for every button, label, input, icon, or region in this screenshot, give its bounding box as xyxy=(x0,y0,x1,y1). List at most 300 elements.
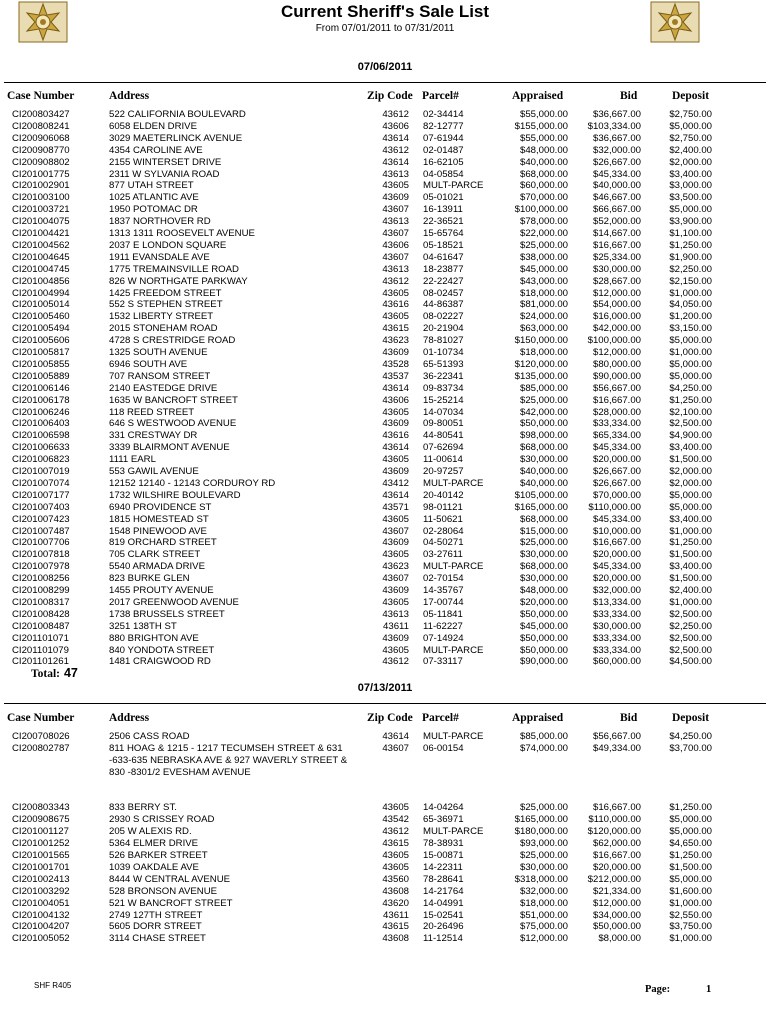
zip-code: 43542 xyxy=(382,814,409,826)
case-number: CI201008299 xyxy=(12,585,70,596)
bid-amount: $100,000.00 xyxy=(587,335,641,347)
deposit-amount: $3,400.00 xyxy=(669,442,712,454)
parcel-number: 14-07034 xyxy=(423,406,464,418)
parcel-number: 20-40142 xyxy=(423,489,464,501)
address: 1425 FREEDOM STREET xyxy=(109,287,222,299)
case-number: CI201006146 xyxy=(12,382,70,394)
deposit-amount: $2,400.00 xyxy=(669,585,712,596)
bid-amount: $45,334.00 xyxy=(592,513,641,525)
bid-amount: $54,000.00 xyxy=(592,299,641,311)
deposit-amount: $2,100.00 xyxy=(669,406,712,418)
parcel-number: 18-23877 xyxy=(423,263,464,275)
bid-amount: $26,667.00 xyxy=(592,466,641,477)
bid-amount: $26,667.00 xyxy=(592,477,641,489)
bid-amount: $20,000.00 xyxy=(592,573,641,585)
zip-code: 43606 xyxy=(382,394,409,406)
case-number: CI201005460 xyxy=(12,311,70,323)
appraised-value: $165,000.00 xyxy=(514,814,568,826)
bid-amount: $36,667.00 xyxy=(592,109,641,120)
address: 2015 STONEHAM ROAD xyxy=(109,323,218,335)
zip-code: 43609 xyxy=(382,466,409,477)
case-number: CI201004207 xyxy=(12,921,70,933)
parcel-number: 14-21764 xyxy=(423,885,464,897)
bid-amount: $20,000.00 xyxy=(592,454,641,466)
bid-amount: $16,667.00 xyxy=(592,850,641,861)
case-number: CI201007706 xyxy=(12,537,70,549)
parcel-number: 44-80541 xyxy=(423,430,464,442)
deposit-amount: $1,500.00 xyxy=(669,549,712,561)
appraised-value: $75,000.00 xyxy=(519,921,568,933)
case-number: CI201006823 xyxy=(12,454,70,466)
appraised-value: $155,000.00 xyxy=(514,120,568,132)
address: 705 CLARK STREET xyxy=(109,549,201,561)
address: 1815 HOMESTEAD ST xyxy=(109,513,209,525)
parcel-number: 01-10734 xyxy=(423,347,464,358)
case-number: CI201005052 xyxy=(12,933,70,945)
case-number: CI201007487 xyxy=(12,525,70,537)
appraised-value: $18,000.00 xyxy=(519,287,568,299)
appraised-value: $120,000.00 xyxy=(514,358,568,370)
bid-amount: $70,000.00 xyxy=(592,489,641,501)
appraised-value: $30,000.00 xyxy=(519,549,568,561)
bid-amount: $26,667.00 xyxy=(592,156,641,168)
address: 331 CRESTWAY DR xyxy=(109,430,198,442)
appraised-value: $150,000.00 xyxy=(514,335,568,347)
zip-code: 43609 xyxy=(382,347,409,358)
parcel-number: 02-70154 xyxy=(423,573,464,585)
parcel-number: 09-83734 xyxy=(423,382,464,394)
appraised-value: $68,000.00 xyxy=(519,168,568,180)
deposit-amount: $5,000.00 xyxy=(669,358,712,370)
column-header-zip: Zip Code xyxy=(367,712,413,724)
deposit-amount: $1,000.00 xyxy=(669,897,712,909)
parcel-number: 14-35767 xyxy=(423,585,464,596)
case-number: CI201002413 xyxy=(12,873,70,885)
parcel-number: 04-61647 xyxy=(423,251,464,263)
bid-amount: $13,334.00 xyxy=(592,596,641,608)
zip-code: 43609 xyxy=(382,192,409,204)
parcel-number: 02-34414 xyxy=(423,109,464,120)
address: 4728 S CRESTRIDGE ROAD xyxy=(109,335,236,347)
address: 521 W BANCROFT STREET xyxy=(109,897,233,909)
zip-code: 43528 xyxy=(382,358,409,370)
bid-amount: $90,000.00 xyxy=(592,370,641,382)
column-header-appraised: Appraised xyxy=(512,712,564,724)
zip-code: 43605 xyxy=(382,287,409,299)
case-number: CI201004745 xyxy=(12,263,70,275)
case-number: CI201007978 xyxy=(12,561,70,573)
case-number: CI201101079 xyxy=(12,644,69,656)
zip-code: 43605 xyxy=(382,644,409,656)
parcel-number: 07-62694 xyxy=(423,442,464,454)
deposit-amount: $1,000.00 xyxy=(669,525,712,537)
bid-amount: $16,667.00 xyxy=(592,394,641,406)
case-number: CI201101071 xyxy=(12,632,69,644)
case-number: CI201004132 xyxy=(12,909,70,921)
bid-amount: $46,667.00 xyxy=(592,192,641,204)
appraised-value: $25,000.00 xyxy=(519,802,568,814)
deposit-amount: $2,500.00 xyxy=(669,644,712,656)
parcel-number: MULT-PARCE xyxy=(423,644,484,656)
bid-amount: $21,334.00 xyxy=(592,885,641,897)
bid-amount: $20,000.00 xyxy=(592,861,641,873)
case-number: CI200906068 xyxy=(12,132,70,144)
parcel-number: 65-51393 xyxy=(423,358,464,370)
address: 2140 EASTEDGE DRIVE xyxy=(109,382,218,394)
deposit-amount: $1,250.00 xyxy=(669,850,712,861)
deposit-amount: $1,000.00 xyxy=(669,287,712,299)
deposit-amount: $3,400.00 xyxy=(669,513,712,525)
parcel-number: 17-00744 xyxy=(423,596,464,608)
parcel-number: 20-26496 xyxy=(423,921,464,933)
address: 205 W ALEXIS RD. xyxy=(109,826,192,838)
column-header-parcel: Parcel# xyxy=(422,712,459,724)
parcel-number: MULT-PARCE xyxy=(423,477,484,489)
case-number: CI201008317 xyxy=(12,596,70,608)
deposit-amount: $2,400.00 xyxy=(669,144,712,156)
zip-code: 43616 xyxy=(382,430,409,442)
case-number: CI201005494 xyxy=(12,323,70,335)
parcel-number: 14-22311 xyxy=(423,861,463,873)
address: 2930 S CRISSEY ROAD xyxy=(109,814,215,826)
section-date: 07/06/2011 xyxy=(357,61,413,73)
report-date-range: From 07/01/2011 to 07/31/2011 xyxy=(315,23,455,34)
parcel-number: 78-81027 xyxy=(423,335,464,347)
bid-amount: $65,334.00 xyxy=(592,430,641,442)
address: 1481 CRAIGWOOD RD xyxy=(109,656,211,668)
bid-amount: $16,667.00 xyxy=(592,802,641,814)
deposit-amount: $1,250.00 xyxy=(669,802,712,814)
appraised-value: $50,000.00 xyxy=(519,644,568,656)
zip-code: 43605 xyxy=(382,850,409,861)
parcel-number: 06-00154 xyxy=(423,742,464,754)
column-header-deposit: Deposit xyxy=(672,712,710,724)
divider xyxy=(4,82,766,83)
parcel-number: 11-12514 xyxy=(423,933,463,945)
appraised-value: $60,000.00 xyxy=(519,180,568,192)
parcel-number: 20-21904 xyxy=(423,323,464,335)
appraised-value: $85,000.00 xyxy=(519,382,568,394)
address: 1950 POTOMAC DR xyxy=(109,204,198,216)
address: 826 W NORTHGATE PARKWAY xyxy=(109,275,248,287)
zip-code: 43609 xyxy=(382,537,409,549)
bid-amount: $45,334.00 xyxy=(592,561,641,573)
address: 646 S WESTWOOD AVENUE xyxy=(109,418,237,430)
appraised-value: $42,000.00 xyxy=(519,406,568,418)
case-number: CI201001127 xyxy=(12,826,69,838)
column-header-bid: Bid xyxy=(620,90,638,102)
parcel-number: 05-18521 xyxy=(423,239,464,251)
case-number: CI201003721 xyxy=(12,204,70,216)
appraised-value: $30,000.00 xyxy=(519,861,568,873)
zip-code: 43605 xyxy=(382,180,409,192)
zip-code: 43620 xyxy=(382,897,409,909)
case-number: CI201007403 xyxy=(12,501,70,513)
case-number: CI201004075 xyxy=(12,216,70,228)
deposit-amount: $5,000.00 xyxy=(669,120,712,132)
case-number: CI201005817 xyxy=(12,347,70,358)
appraised-value: $30,000.00 xyxy=(519,573,568,585)
parcel-number: 22-22427 xyxy=(423,275,464,287)
address: 553 GAWIL AVENUE xyxy=(109,466,199,477)
address: 1325 SOUTH AVENUE xyxy=(109,347,208,358)
zip-code: 43605 xyxy=(382,549,409,561)
address: 1775 TREMAINSVILLE ROAD xyxy=(109,263,239,275)
bid-amount: $60,000.00 xyxy=(592,656,641,668)
section-total xyxy=(31,666,78,680)
case-number: CI201004645 xyxy=(12,251,70,263)
parcel-number: 02-01487 xyxy=(423,144,464,156)
case-number: CI201003100 xyxy=(12,192,70,204)
zip-code: 43612 xyxy=(382,656,409,668)
deposit-amount: $2,500.00 xyxy=(669,418,712,430)
case-number: CI201001565 xyxy=(12,850,70,861)
zip-code: 43623 xyxy=(382,561,409,573)
parcel-number: 04-05854 xyxy=(423,168,464,180)
parcel-number: 09-80051 xyxy=(423,418,464,430)
address: 707 RANSOM STREET xyxy=(109,370,211,382)
appraised-value: $50,000.00 xyxy=(519,418,568,430)
form-code: SHF R405 xyxy=(34,981,72,990)
bid-amount: $12,000.00 xyxy=(592,897,641,909)
deposit-amount: $1,000.00 xyxy=(669,347,712,358)
parcel-number: 07-61944 xyxy=(423,132,464,144)
address: 1111 EARL xyxy=(109,454,156,466)
zip-code: 43612 xyxy=(382,109,409,120)
deposit-amount: $5,000.00 xyxy=(669,501,712,513)
zip-code: 43605 xyxy=(382,454,409,466)
zip-code: 43607 xyxy=(382,742,409,754)
case-number: CI201006246 xyxy=(12,406,70,418)
zip-code: 43605 xyxy=(382,596,409,608)
deposit-amount: $3,000.00 xyxy=(669,180,712,192)
zip-code: 43615 xyxy=(382,323,409,335)
parcel-number: 08-02227 xyxy=(423,311,464,323)
deposit-amount: $1,250.00 xyxy=(669,394,712,406)
zip-code: 43612 xyxy=(382,275,409,287)
page-number: 1 xyxy=(706,984,712,995)
deposit-amount: $5,000.00 xyxy=(669,873,712,885)
case-number: CI201004562 xyxy=(12,239,70,251)
deposit-amount: $5,000.00 xyxy=(669,489,712,501)
case-number: CI201006178 xyxy=(12,394,70,406)
deposit-amount: $3,500.00 xyxy=(669,192,712,204)
deposit-amount: $3,150.00 xyxy=(669,323,712,335)
case-number: CI201001252 xyxy=(12,838,70,850)
column-header-case: Case Number xyxy=(7,90,75,102)
address: 833 BERRY ST. xyxy=(109,802,177,814)
address: 1548 PINEWOOD AVE xyxy=(109,525,207,537)
zip-code: 43412 xyxy=(382,477,409,489)
address: 1738 BRUSSELS STREET xyxy=(109,608,225,620)
parcel-number: 98-01121 xyxy=(423,501,463,513)
bid-amount: $50,000.00 xyxy=(592,921,641,933)
case-number: CI200803427 xyxy=(12,109,70,120)
address: 1837 NORTHOVER RD xyxy=(109,216,211,228)
zip-code: 43608 xyxy=(382,933,409,945)
zip-code: 43614 xyxy=(382,731,409,742)
appraised-value: $25,000.00 xyxy=(519,850,568,861)
appraised-value: $24,000.00 xyxy=(519,311,568,323)
deposit-amount: $3,400.00 xyxy=(669,561,712,573)
zip-code: 43607 xyxy=(382,228,409,239)
appraised-value: $50,000.00 xyxy=(519,632,568,644)
deposit-amount: $1,000.00 xyxy=(669,596,712,608)
zip-code: 43611 xyxy=(383,620,409,632)
address: 2749 127TH STREET xyxy=(109,909,203,921)
case-number: CI201008256 xyxy=(12,573,70,585)
deposit-amount: $1,250.00 xyxy=(669,239,712,251)
appraised-value: $93,000.00 xyxy=(519,838,568,850)
zip-code: 43609 xyxy=(382,418,409,430)
parcel-number: 65-36971 xyxy=(423,814,464,826)
appraised-value: $85,000.00 xyxy=(519,731,568,742)
bid-amount: $120,000.00 xyxy=(587,826,641,838)
parcel-number: 11-62227 xyxy=(423,620,463,632)
address: 1455 PROUTY AVENUE xyxy=(109,585,214,596)
case-number: CI201004994 xyxy=(12,287,70,299)
bid-amount: $56,667.00 xyxy=(592,382,641,394)
case-number: CI201001775 xyxy=(12,168,70,180)
case-number: CI201007423 xyxy=(12,513,70,525)
appraised-value: $68,000.00 xyxy=(519,561,568,573)
case-number: CI200808241 xyxy=(12,120,70,132)
address: 2037 E LONDON SQUARE xyxy=(109,239,227,251)
column-header-deposit: Deposit xyxy=(672,90,710,102)
deposit-amount: $1,250.00 xyxy=(669,537,712,549)
appraised-value: $20,000.00 xyxy=(519,596,568,608)
appraised-value: $90,000.00 xyxy=(519,656,568,668)
deposit-amount: $2,000.00 xyxy=(669,156,712,168)
zip-code: 43613 xyxy=(382,263,409,275)
case-number: CI201008428 xyxy=(12,608,70,620)
address: 526 BARKER STREET xyxy=(109,850,208,861)
appraised-value: $40,000.00 xyxy=(519,466,568,477)
deposit-amount: $5,000.00 xyxy=(669,335,712,347)
address: 3339 BLAIRMONT AVENUE xyxy=(109,442,230,454)
zip-code: 43623 xyxy=(382,335,409,347)
address: 1911 EVANSDALE AVE xyxy=(109,251,210,263)
zip-code: 43615 xyxy=(382,838,409,850)
parcel-number: MULT-PARCE xyxy=(423,561,484,573)
appraised-value: $25,000.00 xyxy=(519,239,568,251)
address: 552 S STEPHEN STREET xyxy=(109,299,223,311)
deposit-amount: $5,000.00 xyxy=(669,204,712,216)
parcel-number: 36-22341 xyxy=(423,370,464,382)
bid-amount: $52,000.00 xyxy=(592,216,641,228)
parcel-number: 11-50621 xyxy=(423,513,463,525)
bid-amount: $28,000.00 xyxy=(592,406,641,418)
case-number: CI200908802 xyxy=(12,156,70,168)
parcel-number: 07-33117 xyxy=(423,656,463,668)
case-number: CI201005855 xyxy=(12,358,70,370)
address: 5364 ELMER DRIVE xyxy=(109,838,199,850)
parcel-number: 15-00871 xyxy=(423,850,464,861)
total-count: 47 xyxy=(63,666,78,680)
address: 6940 PROVIDENCE ST xyxy=(109,501,212,513)
case-number: CI201007074 xyxy=(12,477,70,489)
case-number: CI200803343 xyxy=(12,802,70,814)
parcel-number: 20-97257 xyxy=(423,466,464,477)
deposit-amount: $3,700.00 xyxy=(669,742,712,754)
zip-code: 43606 xyxy=(382,239,409,251)
deposit-amount: $1,500.00 xyxy=(669,861,712,873)
appraised-value: $105,000.00 xyxy=(514,489,568,501)
address: 3114 CHASE STREET xyxy=(109,933,206,945)
case-number: CI201004856 xyxy=(12,275,70,287)
deposit-amount: $2,000.00 xyxy=(669,466,712,477)
appraised-value: $43,000.00 xyxy=(519,275,568,287)
bid-amount: $25,334.00 xyxy=(592,251,641,263)
address: 2311 W SYLVANIA ROAD xyxy=(109,168,220,180)
address: 819 ORCHARD STREET xyxy=(109,537,217,549)
appraised-value: $38,000.00 xyxy=(519,251,568,263)
zip-code: 43614 xyxy=(382,442,409,454)
appraised-value: $25,000.00 xyxy=(519,394,568,406)
address: 877 UTAH STREET xyxy=(109,180,194,192)
bid-amount: $20,000.00 xyxy=(592,549,641,561)
deposit-amount: $4,250.00 xyxy=(669,382,712,394)
appraised-value: $51,000.00 xyxy=(519,909,568,921)
deposit-amount: $2,250.00 xyxy=(669,620,712,632)
parcel-number: MULT-PARCE xyxy=(423,826,484,838)
parcel-number: 05-01021 xyxy=(423,192,464,204)
zip-code: 43571 xyxy=(382,501,409,513)
case-number: CI200802787 xyxy=(12,742,70,754)
deposit-amount: $1,200.00 xyxy=(669,311,712,323)
address: 1732 WILSHIRE BOULEVARD xyxy=(109,489,241,501)
deposit-amount: $2,750.00 xyxy=(669,109,712,120)
appraised-value: $55,000.00 xyxy=(519,109,568,120)
bid-amount: $12,000.00 xyxy=(592,347,641,358)
appraised-value: $22,000.00 xyxy=(519,228,568,239)
appraised-value: $18,000.00 xyxy=(519,897,568,909)
address: 5605 DORR STREET xyxy=(109,921,202,933)
case-number: CI201006633 xyxy=(12,442,70,454)
bid-amount: $40,000.00 xyxy=(592,180,641,192)
section-date: 07/13/2011 xyxy=(357,682,413,694)
bid-amount: $110,000.00 xyxy=(588,501,641,513)
column-header-bid: Bid xyxy=(620,712,638,724)
appraised-value: $63,000.00 xyxy=(519,323,568,335)
deposit-amount: $1,000.00 xyxy=(669,933,712,945)
bid-amount: $16,667.00 xyxy=(592,239,641,251)
bid-amount: $16,667.00 xyxy=(592,537,641,549)
parcel-number: 22-36521 xyxy=(423,216,464,228)
bid-amount: $10,000.00 xyxy=(592,525,641,537)
parcel-number: 78-38931 xyxy=(423,838,464,850)
bid-amount: $110,000.00 xyxy=(588,814,641,826)
parcel-number: 15-02541 xyxy=(423,909,464,921)
parcel-number: 82-12777 xyxy=(423,120,464,132)
address: 880 BRIGHTON AVE xyxy=(109,632,199,644)
column-header-address: Address xyxy=(109,712,150,724)
case-number: CI200908770 xyxy=(12,144,70,156)
zip-code: 43605 xyxy=(382,802,409,814)
bid-amount: $49,334.00 xyxy=(592,742,641,754)
bid-amount: $80,000.00 xyxy=(592,358,641,370)
deposit-amount: $2,550.00 xyxy=(669,909,712,921)
appraised-value: $32,000.00 xyxy=(519,885,568,897)
appraised-value: $50,000.00 xyxy=(519,608,568,620)
bid-amount: $16,000.00 xyxy=(592,311,641,323)
address: 2017 GREENWOOD AVENUE xyxy=(109,596,239,608)
address: 1039 OAKDALE AVE xyxy=(109,861,199,873)
appraised-value: $45,000.00 xyxy=(519,263,568,275)
report-title: Current Sheriff's Sale List xyxy=(280,2,490,21)
case-number: CI201004421 xyxy=(12,228,70,239)
bid-amount: $12,000.00 xyxy=(592,287,641,299)
